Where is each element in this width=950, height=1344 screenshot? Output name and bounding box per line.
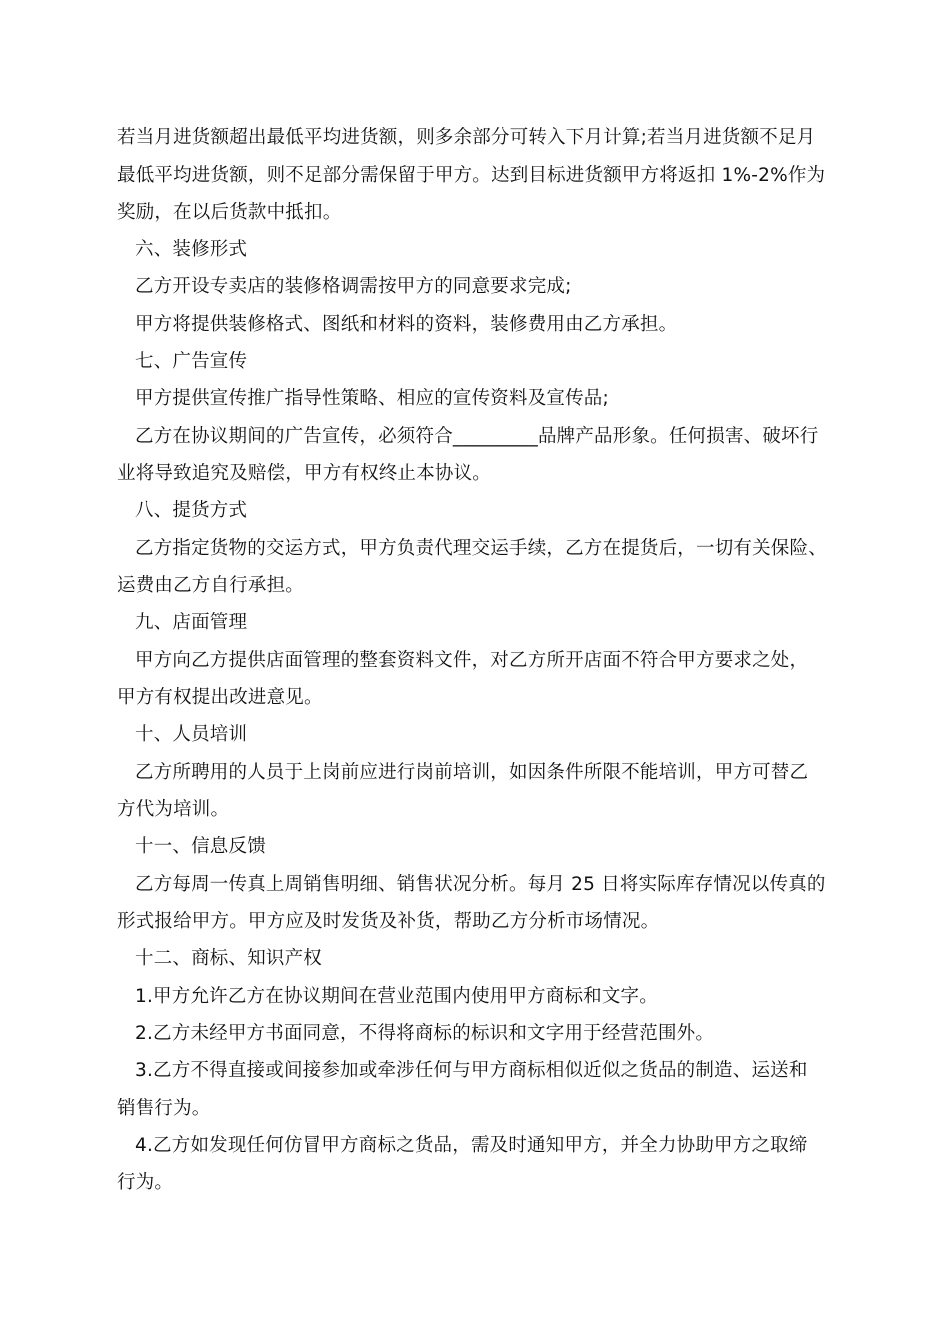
list-item: 3.乙方不得直接或间接参加或牵涉任何与甲方商标相似近似之货品的制造、运送和 <box>135 1060 808 1081</box>
section-heading-advertising: 七、广告宣传 <box>135 351 248 372</box>
body-text-line: 奖励，在以后货款中抵扣。 <box>117 202 342 223</box>
paragraph-line: 乙方所聘用的人员于上岗前应进行岗前培训，如因条件所限不能培训，甲方可替乙 <box>135 762 809 783</box>
section-heading-training: 十、人员培训 <box>135 724 248 745</box>
paragraph-line: 乙方指定货物的交运方式，甲方负责代理交运手续，乙方在提货后，一切有关保险、 <box>135 538 827 559</box>
body-text-line: 方代为培训。 <box>117 799 230 820</box>
body-text-line: 若当月进货额超出最低平均进货额，则多余部分可转入下月计算;若当月进货额不足月 <box>117 127 816 148</box>
paragraph-line: 乙方在协议期间的广告宣传，必须符合_________品牌产品形象。任何损害、破坏行 <box>135 426 819 447</box>
body-text-line: 形式报给甲方。甲方应及时发货及补货，帮助乙方分析市场情况。 <box>117 911 660 932</box>
list-item: 1.甲方允许乙方在协议期间在营业范围内使用甲方商标和文字。 <box>135 986 658 1007</box>
paragraph-line: 乙方开设专卖店的装修格调需按甲方的同意要求完成; <box>135 276 572 297</box>
body-text-line: 销售行为。 <box>117 1098 211 1119</box>
section-heading-store-management: 九、店面管理 <box>135 612 248 633</box>
section-heading-trademark: 十二、商标、知识产权 <box>135 948 323 969</box>
section-heading-decoration: 六、装修形式 <box>135 239 248 260</box>
paragraph-line: 甲方提供宣传推广指导性策略、相应的宣传资料及宣传品; <box>135 388 609 409</box>
body-text-line: 行为。 <box>117 1172 174 1193</box>
body-text-line: 最低平均进货额，则不足部分需保留于甲方。达到目标进货额甲方将返扣 1%-2%作为 <box>117 165 826 186</box>
paragraph-line: 甲方将提供装修格式、图纸和材料的资料，装修费用由乙方承担。 <box>135 314 678 335</box>
body-text-line: 甲方有权提出改进意见。 <box>117 687 323 708</box>
body-text-line: 业将导致追究及赔偿，甲方有权终止本协议。 <box>117 463 492 484</box>
section-heading-delivery: 八、提货方式 <box>135 500 248 521</box>
section-heading-feedback: 十一、信息反馈 <box>135 836 266 857</box>
body-text-line: 运费由乙方自行承担。 <box>117 575 305 596</box>
list-item: 2.乙方未经甲方书面同意，不得将商标的标识和文字用于经营范围外。 <box>135 1023 715 1044</box>
paragraph-line: 甲方向乙方提供店面管理的整套资料文件，对乙方所开店面不符合甲方要求之处， <box>135 650 809 671</box>
paragraph-line: 乙方每周一传真上周销售明细、销售状况分析。每月 25 日将实际库存情况以传真的 <box>135 874 826 895</box>
list-item: 4.乙方如发现任何仿冒甲方商标之货品，需及时通知甲方，并全力协助甲方之取缔 <box>135 1135 808 1156</box>
